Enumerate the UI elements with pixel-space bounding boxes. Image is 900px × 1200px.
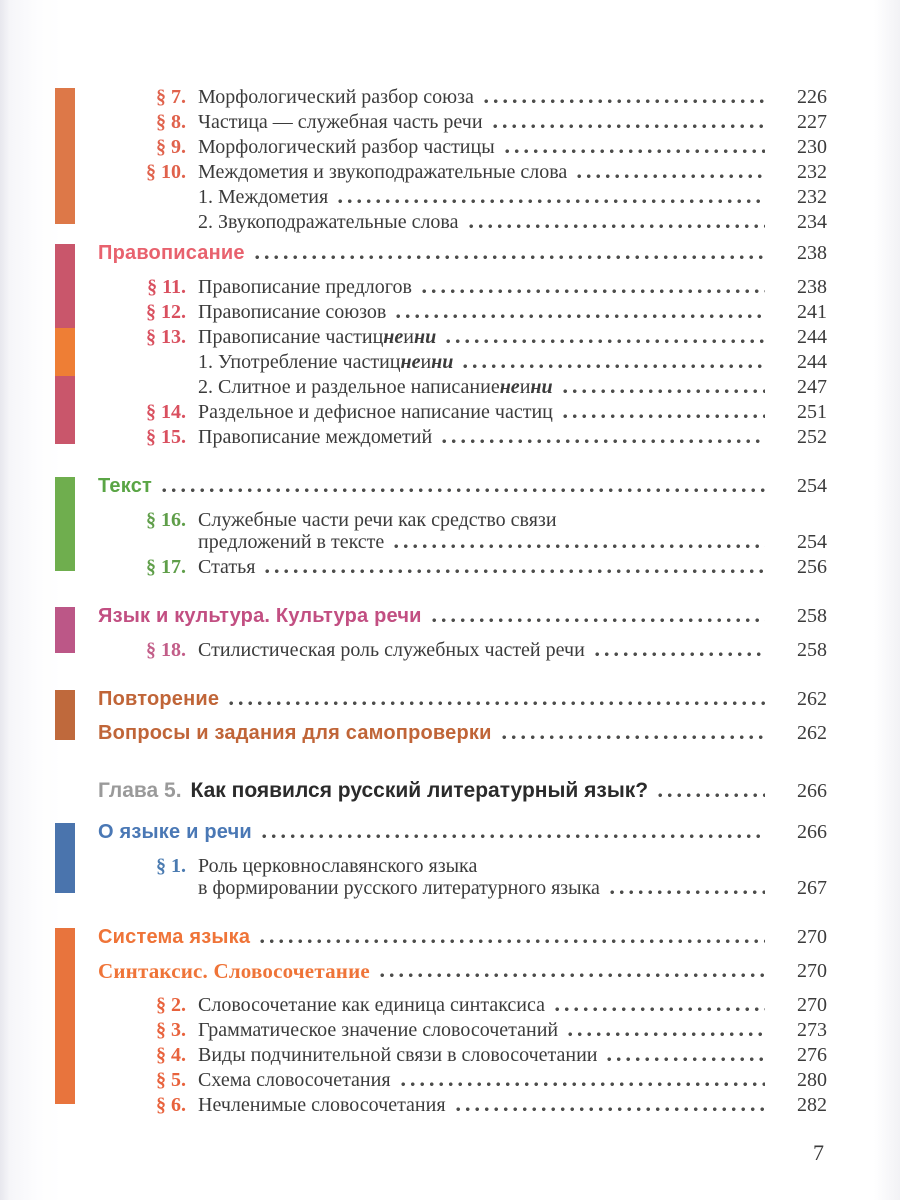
section-entries: [98, 780, 827, 805]
toc-entry: [98, 605, 827, 627]
dot-leader: [380, 973, 765, 978]
entry-title-lines: [198, 509, 775, 553]
toc-entry: [98, 1069, 827, 1091]
entry-title-text: Междометия и звукоподражательные слова: [198, 161, 568, 183]
entry-title-text: ни: [413, 326, 437, 348]
entry-title-line: [198, 326, 775, 348]
entry-title-text: в формировании русского литературного языка: [198, 877, 600, 899]
dot-leader: [577, 174, 765, 179]
entry-title-line: [198, 639, 775, 661]
dot-leader: [505, 149, 765, 154]
toc-group-chapter-5: [55, 780, 827, 805]
toc-entry: [98, 376, 827, 398]
entry-title-lines: [198, 1094, 775, 1116]
entry-page-number: 238: [797, 242, 827, 264]
section-bar-column: [55, 475, 75, 581]
entry-title-text: и: [403, 326, 414, 348]
toc-group-language-culture: [55, 605, 827, 664]
entry-title-line: [198, 86, 775, 108]
section-bar-column: [55, 688, 75, 756]
entry-title-text: Морфологический разбор частицы: [198, 136, 495, 158]
toc-entry: [98, 855, 827, 899]
entry-page-number: 232: [797, 186, 827, 208]
entry-title-lines: [198, 855, 775, 899]
entry-title-text: Виды подчинительной связи в словосочетании: [198, 1044, 598, 1066]
entry-title-text: Нечленимые словосочетания: [198, 1094, 446, 1116]
paragraph-number: § 11.: [147, 276, 186, 298]
toc-entry: [98, 821, 827, 843]
section-color-bar: [55, 823, 75, 893]
entry-page-number: 270: [797, 994, 827, 1016]
toc-entry: [98, 211, 827, 233]
entry-title-text: не: [400, 351, 421, 373]
toc-entry: [98, 994, 827, 1016]
paragraph-number: § 7.: [156, 86, 186, 108]
entry-title-text: и: [420, 351, 432, 373]
section-color-bar: [55, 928, 75, 1104]
entry-page-number: 230: [797, 136, 827, 158]
entry-title-text: ни: [431, 351, 454, 373]
entry-title-text: Частица — служебная часть речи: [198, 111, 483, 133]
section-bar-column: [55, 86, 75, 236]
toc-entry: [98, 301, 827, 323]
entry-title-line: [198, 136, 775, 158]
toc-group-service-words-end: [55, 86, 827, 236]
entry-title-line: [198, 161, 775, 183]
paragraph-number: § 17.: [146, 556, 186, 578]
paragraph-number: § 16.: [146, 509, 186, 531]
dot-leader: [422, 289, 765, 294]
entry-page-number: 258: [797, 605, 827, 627]
toc-entry: [98, 1019, 827, 1041]
entry-title-line: [198, 276, 775, 298]
entry-title-line: [198, 877, 775, 899]
section-entries: [98, 605, 827, 664]
toc-group-text: [55, 475, 827, 581]
entry-title-line: [198, 1069, 775, 1091]
toc-entry: [98, 326, 827, 348]
entry-title-lines: [198, 639, 775, 661]
section-color-bar: [55, 88, 75, 224]
entry-title-line: [198, 376, 775, 398]
dot-leader: [563, 414, 765, 419]
entry-title-text: Правописание междометий: [198, 426, 433, 448]
entry-title-lines: [198, 161, 775, 183]
entry-page-number: 254: [797, 475, 827, 497]
toc-entry: [98, 475, 827, 497]
entry-title-text: Роль церковнославянского языка: [198, 855, 478, 877]
toc-entry: [98, 1094, 827, 1116]
entry-title-line: [198, 111, 775, 133]
entry-title-line: [198, 426, 775, 448]
entry-title-text: Грамматическое значение словосочетаний: [198, 1019, 559, 1041]
paragraph-number: § 9.: [156, 136, 186, 158]
entry-page-number: 267: [797, 877, 827, 899]
dot-leader: [338, 199, 765, 204]
dot-leader: [607, 1057, 765, 1062]
entry-title-line: [198, 1044, 775, 1066]
entry-page-number: 258: [797, 639, 827, 661]
toc-entry: [98, 111, 827, 133]
section-entries: [98, 475, 827, 581]
entry-title-text: предложений в тексте: [198, 531, 385, 553]
section-entries: [98, 688, 827, 756]
section-heading: Система языка: [98, 926, 251, 948]
entry-title-lines: [198, 556, 775, 578]
entry-title-lines: [198, 401, 775, 423]
entry-title-line: [198, 531, 775, 553]
entry-title-line: [198, 1094, 775, 1116]
toc-entry: [98, 351, 827, 373]
dot-leader: [260, 939, 765, 944]
dot-leader: [555, 1007, 765, 1012]
entry-title-text: ни: [530, 376, 553, 398]
paragraph-number: § 4.: [156, 1044, 186, 1066]
toc-entry: [98, 186, 827, 208]
chapter-title: Как появился русский литературный язык?: [190, 779, 649, 802]
toc-entry: [98, 926, 827, 948]
entry-title-lines: [198, 86, 775, 108]
paragraph-number: § 3.: [156, 1019, 186, 1041]
toc-entry: [98, 242, 827, 264]
dot-leader: [442, 439, 765, 444]
entry-page-number: 247: [797, 376, 827, 398]
entry-title-line: [198, 351, 775, 373]
section-heading: Правописание: [98, 242, 245, 264]
toc-entry: [98, 722, 827, 744]
toc-group-language-system: [55, 926, 827, 1119]
entry-title-lines: [198, 276, 775, 298]
section-entries: [98, 926, 827, 1119]
section-bar-column: [55, 821, 75, 902]
entry-title-lines: [198, 1019, 775, 1041]
entry-page-number: 280: [797, 1069, 827, 1091]
entry-title-lines: [198, 186, 775, 208]
entry-title-text: Стилистическая роль служебных частей речи: [198, 639, 585, 661]
section-heading: Повторение: [98, 688, 220, 710]
entry-title-line: [198, 855, 775, 877]
dot-leader: [456, 1107, 765, 1112]
entry-title-text: Статья: [198, 556, 256, 578]
entry-page-number: 256: [797, 556, 827, 578]
dot-leader: [610, 890, 765, 895]
entry-title-text: Правописание союзов: [198, 301, 387, 323]
entry-title-lines: [198, 211, 775, 233]
dot-leader: [262, 834, 765, 839]
section-heading: Текст: [98, 475, 153, 497]
entry-page-number: 227: [797, 111, 827, 133]
section-color-bar: [55, 244, 75, 444]
dot-leader: [162, 488, 765, 493]
chapter-label: Глава 5.: [98, 779, 182, 802]
section-color-bar: [55, 477, 75, 571]
entry-title-text: Служебные части речи как средство связи: [198, 509, 557, 531]
dot-leader: [265, 569, 765, 574]
toc-entry: [98, 960, 827, 982]
entry-title-line: [198, 556, 775, 578]
section-bar-column: [55, 605, 75, 664]
entry-title-lines: [198, 1069, 775, 1091]
section-color-bar: [55, 607, 75, 653]
entry-title-text: Словосочетание как единица синтаксиса: [198, 994, 545, 1016]
paragraph-number: § 6.: [156, 1094, 186, 1116]
dot-leader: [568, 1032, 765, 1037]
entry-title-text: Схема словосочетания: [198, 1069, 391, 1091]
dot-leader: [484, 99, 765, 104]
toc-entry: [98, 639, 827, 661]
toc-entry: [98, 509, 827, 553]
section-bar-column: [55, 926, 75, 1119]
entry-page-number: 234: [797, 211, 827, 233]
entry-page-number: 252: [797, 426, 827, 448]
dot-leader: [446, 339, 765, 344]
entry-title-lines: [198, 301, 775, 323]
entry-page-number: 270: [797, 960, 827, 982]
entry-title-text: Правописание предлогов: [198, 276, 412, 298]
dot-leader: [595, 652, 765, 657]
section-heading: Синтаксис. Словосочетание: [98, 959, 370, 983]
entry-page-number: 241: [797, 301, 827, 323]
section-entries: [98, 242, 827, 451]
section-heading: Язык и культура. Культура речи: [98, 605, 422, 627]
dot-leader: [432, 618, 765, 623]
section-entries: [98, 821, 827, 902]
dot-leader: [658, 793, 765, 798]
entry-page-number: 266: [797, 780, 827, 802]
entry-title-text: 2. Звукоподражательные слова: [198, 211, 459, 233]
entry-title-lines: [198, 326, 775, 348]
toc-entry: [98, 780, 827, 802]
section-color-bar: [55, 690, 75, 740]
paragraph-number: § 14.: [146, 401, 186, 423]
dot-leader: [394, 544, 765, 549]
dot-leader: [463, 364, 765, 369]
entry-page-number: 282: [797, 1094, 827, 1116]
entry-page-number: 262: [797, 688, 827, 710]
section-heading: Вопросы и задания для самопроверки: [98, 722, 492, 744]
entry-page-number: 226: [797, 86, 827, 108]
entry-title-line: [198, 994, 775, 1016]
entry-page-number: 254: [797, 531, 827, 553]
entry-title-line: [198, 1019, 775, 1041]
entry-title-text: не: [499, 376, 520, 398]
entry-title-line: [198, 401, 775, 423]
dot-leader: [469, 224, 766, 229]
entry-page-number: 232: [797, 161, 827, 183]
toc-entry: [98, 1044, 827, 1066]
entry-title-lines: [198, 351, 775, 373]
entry-title-text: Раздельное и дефисное написание частиц: [198, 401, 553, 423]
entry-page-number: 276: [797, 1044, 827, 1066]
entry-title-line: [198, 186, 775, 208]
toc-entry: [98, 136, 827, 158]
paragraph-number: § 13.: [146, 326, 186, 348]
toc-entry: [98, 401, 827, 423]
entry-title-text: и: [519, 376, 531, 398]
entry-title-lines: [198, 136, 775, 158]
entry-title-text: 1. Междометия: [198, 186, 329, 208]
toc-entry: [98, 688, 827, 710]
entry-title-line: [198, 301, 775, 323]
dot-leader: [255, 255, 765, 260]
entry-page-number: 251: [797, 401, 827, 423]
toc-entry: [98, 556, 827, 578]
section-heading: О языке и речи: [98, 821, 252, 843]
entry-title-lines: [198, 1044, 775, 1066]
entry-title-text: Морфологический разбор союза: [198, 86, 474, 108]
toc-entry: [98, 276, 827, 298]
entry-title-lines: [198, 111, 775, 133]
dot-leader: [502, 735, 765, 740]
paragraph-number: § 1.: [156, 855, 186, 877]
paragraph-number: § 12.: [146, 301, 186, 323]
entry-page-number: 244: [797, 351, 827, 373]
paragraph-number: § 2.: [156, 994, 186, 1016]
entry-page-number: 238: [797, 276, 827, 298]
dot-leader: [401, 1082, 765, 1087]
toc-group-review: [55, 688, 827, 756]
toc-group-language-speech: [55, 821, 827, 902]
paragraph-number: § 18.: [146, 639, 186, 661]
entry-page-number: 273: [797, 1019, 827, 1041]
entry-title-text: 2. Слитное и раздельное написание: [198, 376, 500, 398]
entry-title-lines: [198, 376, 775, 398]
entry-page-number: 244: [797, 326, 827, 348]
entry-title-text: не: [383, 326, 404, 348]
entry-title-text: 1. Употребление частиц: [198, 351, 401, 373]
dot-leader: [396, 314, 765, 319]
entry-title-line: [198, 509, 775, 531]
paragraph-number: § 5.: [156, 1069, 186, 1091]
paragraph-number: § 15.: [146, 426, 186, 448]
entry-title-line: [198, 211, 775, 233]
toc-entry: [98, 86, 827, 108]
entry-title-lines: [198, 426, 775, 448]
entry-title-text: Правописание частиц: [198, 326, 384, 348]
entry-page-number: 266: [797, 821, 827, 843]
paragraph-number: § 8.: [156, 111, 186, 133]
toc-entry: [98, 161, 827, 183]
dot-leader: [229, 701, 765, 706]
paragraph-number: § 10.: [146, 161, 186, 183]
dot-leader: [563, 389, 765, 394]
entry-title-lines: [198, 994, 775, 1016]
entry-page-number: 270: [797, 926, 827, 948]
page-number: 7: [813, 1140, 824, 1165]
section-bar-column: [55, 242, 75, 451]
entry-page-number: 262: [797, 722, 827, 744]
toc-entry: [98, 426, 827, 448]
toc-group-spelling: [55, 242, 827, 451]
section-entries: [98, 86, 827, 236]
dot-leader: [493, 124, 765, 129]
section-bar-column: [55, 780, 75, 805]
